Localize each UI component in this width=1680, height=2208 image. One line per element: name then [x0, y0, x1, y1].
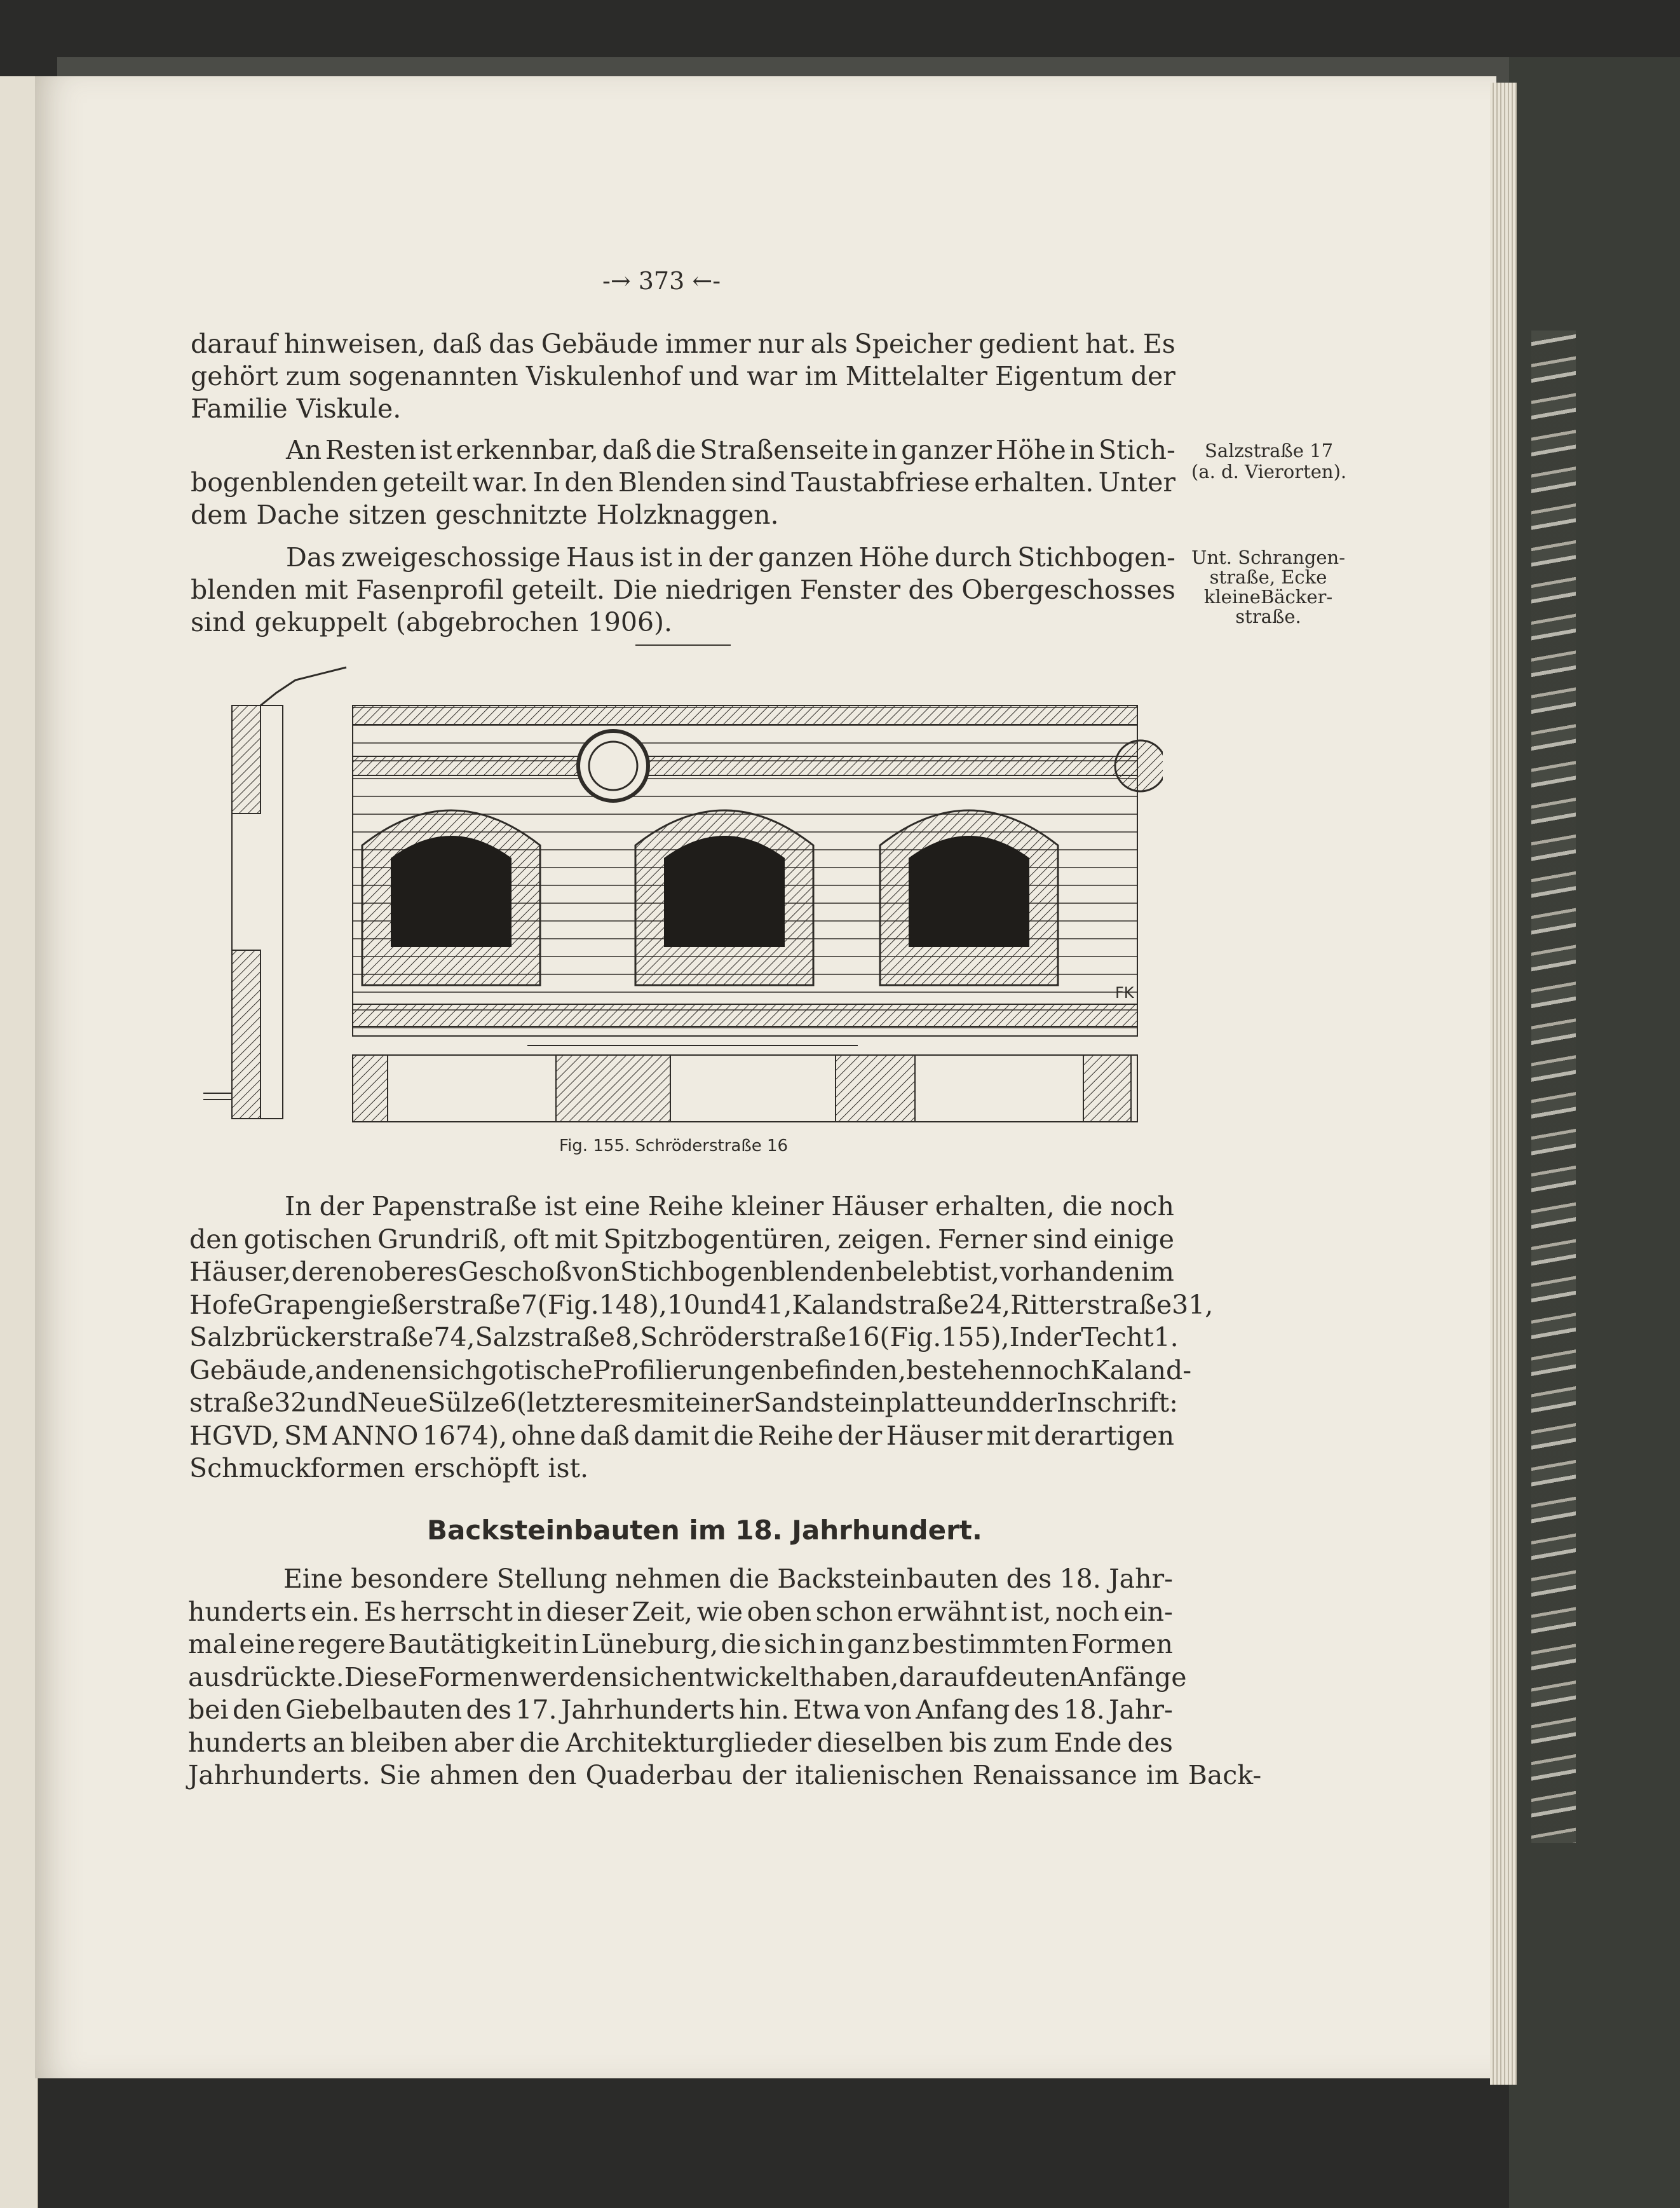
margin-note-1: [1191, 440, 1346, 482]
text-line: blenden mit Fasenprofil geteilt. Die niedrigen Fenster des Obergeschosses: [191, 575, 1175, 605]
text-line: Gebäude, an denen sich gotische Profilierungen befinden, bestehen noch Kaland-: [189, 1354, 1192, 1386]
text-line: An Resten ist erkennbar, daß die Straßenseite in ganzer Höhe in Stich-: [286, 435, 1175, 465]
margin-note-line: straße.: [1235, 606, 1301, 627]
text-line: Schmuckformen erschöpft ist.: [189, 1453, 589, 1483]
profile-section: [203, 667, 346, 1119]
text-line: Das zweigeschossige Haus ist in der ganzen Höhe durch Stichbogen-: [286, 542, 1175, 573]
margin-note-line: Unt. Schrangen-: [1191, 547, 1346, 568]
margin-note-2: [1191, 548, 1345, 627]
text-line: hunderts an bleiben aber die Architekturglieder dieselben bis zum Ende des: [188, 1727, 1173, 1758]
margin-note-line: Salzstraße 17: [1205, 440, 1334, 461]
margin-note-line: kleineBäcker-: [1203, 586, 1333, 608]
margin-note-line: straße, Ecke: [1209, 566, 1327, 588]
text-line: Jahrhunderts. Sie ahmen den Quaderbau der italienischen Renaissance im Back-: [188, 1760, 1262, 1790]
text-line: Häuser, deren oberes Geschoß von Stichbogenblenden belebt ist, vorhanden im: [189, 1257, 1174, 1287]
facade-drawing: [191, 655, 1163, 1125]
marbled-cover-pattern: [1531, 331, 1576, 1843]
margin-note-line: (a. d. Vierorten).: [1191, 461, 1347, 482]
text-line: In der Papenstraße ist eine Reihe kleiner Häuser erhalten, die noch: [285, 1191, 1174, 1222]
figure-monogram: FK: [1115, 984, 1134, 1002]
facade-elevation: [353, 705, 1163, 1046]
text-line: straße 32 und Neue Sülze 6 (letzteres mit einer Sandsteinplatte und der Inschrift:: [189, 1387, 1178, 1418]
text-line: bogenblenden geteilt war. In den Blenden sind Taustabfriese erhalten. Unter: [191, 467, 1175, 498]
page-edges: [1490, 83, 1517, 2085]
text-line: dem Dache sitzen geschnitzte Holzknaggen.: [191, 500, 779, 530]
plan-section: [353, 1055, 1137, 1122]
text-line: ausdrückte. Diese Formen werden sich entwickelt haben, darauf deuten Anfänge: [188, 1661, 1187, 1693]
text-line: gehört zum sogenannten Viskulenhof und war im Mittelalter Eigentum der: [191, 361, 1175, 392]
short-rule: [635, 644, 731, 646]
figure-caption: Fig. 155. Schröderstraße 16: [559, 1136, 789, 1155]
text-line: HGVD, SM ANNO 1674), ohne daß damit die Reihe der Häuser mit derartigen: [189, 1420, 1174, 1451]
page-number: -→ 373 ←-: [602, 267, 721, 295]
text-line: Eine besondere Stellung nehmen die Backsteinbauten des 18. Jahr-: [283, 1564, 1173, 1594]
text-line: mal eine regere Bautätigkeit in Lüneburg, die sich in ganz bestimmten Formen: [188, 1629, 1173, 1659]
text-line: darauf hinweisen, daß das Gebäude immer nur als Speicher gedient hat. Es: [191, 329, 1175, 359]
facing-page-edge: [0, 76, 38, 2208]
text-line: Hofe Grapengießerstraße 7 (Fig. 148), 10 und 41, Kalandstraße 24, Ritterstraße 31,: [189, 1289, 1214, 1320]
text-line: hunderts ein. Es herrscht in dieser Zeit, wie oben schon erwähnt ist, noch ein-: [188, 1596, 1173, 1627]
text-line: den gotischen Grundriß, oft mit Spitzbogentüren, zeigen. Ferner sind einige: [189, 1223, 1174, 1255]
text-line: Familie Viskule.: [191, 393, 402, 424]
section-heading: Backsteinbauten im 18. Jahrhundert.: [427, 1515, 982, 1546]
text-line: sind gekuppelt (abgebrochen 1906).: [191, 607, 673, 637]
text-line: bei den Giebelbauten des 17. Jahrhunderts hin. Etwa von Anfang des 18. Jahr-: [188, 1694, 1173, 1725]
text-line: Salzbrückerstraße 74, Salzstraße 8, Schröderstraße 16 (Fig. 155), In der Techt 1.: [189, 1322, 1179, 1353]
